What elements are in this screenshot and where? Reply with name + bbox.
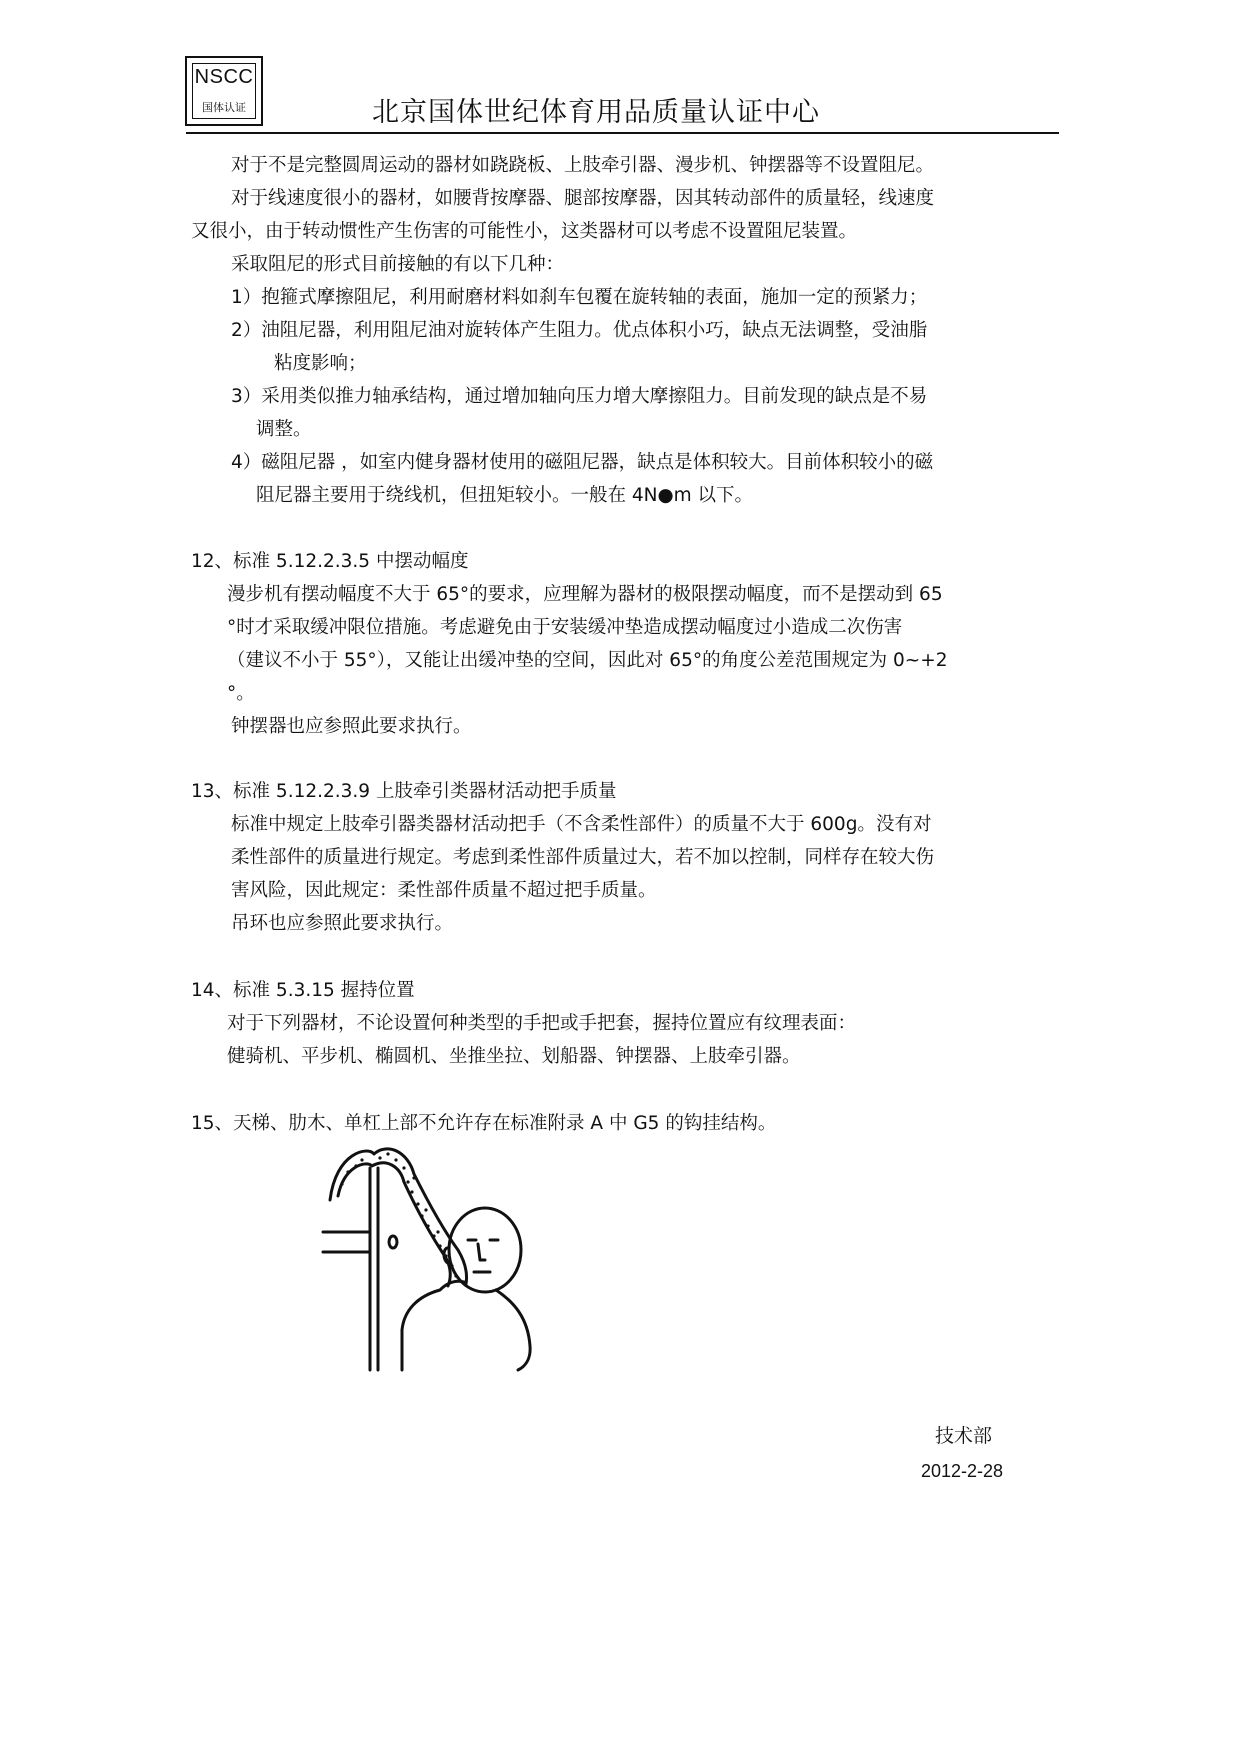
section-12-line-5: 钟摆器也应参照此要求执行。 [231, 716, 472, 737]
damping-list-item-4-line-1: 4）磁阻尼器 ，如室内健身器材使用的磁阻尼器，缺点是体积较大。目前体积较小的磁 [231, 452, 934, 473]
damping-paragraph-1: 对于不是完整圆周运动的器材如跷跷板、上肢牵引器、漫步机、钟摆器等不设置阻尼。 [231, 155, 935, 176]
hook-hazard-illustration [318, 1132, 570, 1372]
section-14-line-1: 对于下列器材，不论设置何种类型的手把或手把套，握持位置应有纹理表面： [227, 1013, 857, 1034]
shoulder-left [402, 1281, 464, 1330]
section-14-heading: 14、标准 5.3.15 握持位置 [191, 980, 415, 1001]
logo-subtext: 国体认证 [202, 101, 246, 114]
section-12-line-1: 漫步机有摆动幅度不大于 65°的要求，应理解为器材的极限摆动幅度，而不是摆动到 65 [227, 584, 943, 605]
damping-list-item-3-line-1: 3）采用类似推力轴承结构，通过增加轴向压力增大摩擦阻力。目前发现的缺点是不易 [231, 386, 928, 407]
damping-list-item-2-line-1: 2）油阻尼器，利用阻尼油对旋转体产生阻力。优点体积小巧，缺点无法调整，受油脂 [231, 320, 928, 341]
damping-list-item-3-line-2: 调整。 [256, 419, 312, 440]
department-signature: 技术部 [935, 1425, 993, 1447]
organization-title: 北京国体世纪体育用品质量认证中心 [372, 97, 820, 128]
section-13-line-3: 害风险，因此规定：柔性部件质量不超过把手质量。 [231, 880, 657, 901]
damping-paragraph-2-line-2: 又很小，由于转动惯性产生伤害的可能性小，这类器材可以考虑不设置阻尼装置。 [191, 221, 858, 242]
section-12-line-4: °。 [227, 683, 255, 704]
header-divider [186, 132, 1059, 134]
damping-paragraph-2-line-1: 对于线速度很小的器材，如腰背按摩器、腿部按摩器，因其转动部件的质量轻，线速度 [231, 188, 935, 209]
nscc-logo [185, 56, 263, 126]
section-13-heading: 13、标准 5.12.2.3.9 上肢牵引类器材活动把手质量 [191, 781, 617, 802]
damping-paragraph-3: 采取阻尼的形式目前接触的有以下几种： [231, 254, 565, 275]
section-12-line-3: （建议不小于 55°），又能让出缓冲垫的空间，因此对 65°的角度公差范围规定为 0~+2 [227, 650, 948, 671]
section-12-heading: 12、标准 5.12.2.3.5 中摆动幅度 [191, 551, 469, 572]
section-13-line-4: 吊环也应参照此要求执行。 [231, 913, 454, 934]
strap-inner [338, 1163, 450, 1286]
nose [478, 1244, 485, 1260]
damping-list-item-2-line-2: 粘度影响； [274, 353, 367, 374]
document-date: 2012-2-28 [921, 1461, 1004, 1481]
damping-list-item-1: 1）抱箍式摩擦阻尼，利用耐磨材料如刹车包覆在旋转轴的表面，施加一定的预紧力； [231, 287, 928, 308]
damping-list-item-4-line-2: 阻尼器主要用于绕线机，但扭矩较小。一般在 4N●m 以下。 [256, 485, 754, 506]
section-14-line-2: 健骑机、平步机、椭圆机、坐推坐拉、划船器、钟摆器、上肢牵引器。 [227, 1046, 801, 1067]
section-12-line-2: °时才采取缓冲限位措施。考虑避免由于安装缓冲垫造成摆动幅度过小造成二次伤害 [227, 617, 903, 638]
section-15-heading: 15、天梯、肋木、单杠上部不允许存在标准附录 A 中 G5 的钩挂结构。 [191, 1113, 777, 1134]
logo-text: NSCC [194, 66, 254, 88]
head-outline [449, 1208, 521, 1292]
post-bolt [389, 1236, 397, 1248]
shoulder-right [496, 1290, 530, 1370]
section-13-line-1: 标准中规定上肢牵引器类器材活动把手（不含柔性部件）的质量不大于 600g。没有对 [231, 814, 932, 835]
section-13-line-2: 柔性部件的质量进行规定。考虑到柔性部件质量过大，若不加以控制，同样存在较大伤 [231, 847, 935, 868]
